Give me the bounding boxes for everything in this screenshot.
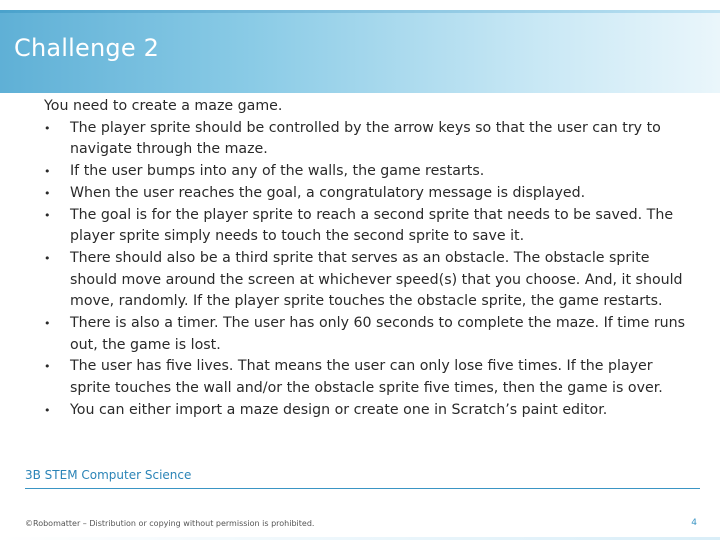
bullet-item bbox=[44, 400, 694, 422]
bullet-text: The goal is for the player sprite to reach a second sprite that needs to be saved. The player sprite simply needs to touch the second sprite to save it. bbox=[70, 206, 674, 245]
bullet-point-icon: • bbox=[44, 251, 51, 265]
bullet-item bbox=[44, 183, 694, 205]
footer-brand: 3B STEM Computer Science bbox=[25, 468, 192, 482]
bullet-list bbox=[44, 118, 694, 422]
bullet-point-icon: • bbox=[44, 403, 51, 417]
footer-copyright: ©Robomatter – Distribution or copying without permission is prohibited. bbox=[25, 519, 315, 528]
bullet-text: You can either import a maze design or create one in Scratch’s paint editor. bbox=[70, 401, 608, 418]
bullet-point-icon: • bbox=[44, 121, 51, 135]
footer-divider bbox=[25, 488, 700, 489]
bullet-text: There should also be a third sprite that serves as an obstacle. The obstacle sprite should move around the screen at whichever speed(s) that you choose. And, it should move, randomly. If the player sprite touches the obstacle sprite, the game restarts. bbox=[70, 249, 683, 310]
bullet-item bbox=[44, 248, 694, 313]
page-number: 4 bbox=[691, 518, 697, 528]
bullet-item bbox=[44, 118, 694, 161]
bullet-item bbox=[44, 205, 694, 248]
bullet-point-icon: • bbox=[44, 317, 51, 331]
bullet-item bbox=[44, 313, 694, 356]
bullet-text: When the user reaches the goal, a congratulatory message is displayed. bbox=[70, 184, 586, 201]
bullet-text: If the user bumps into any of the walls, the game restarts. bbox=[70, 163, 485, 180]
bullet-text: There is also a timer. The user has only 60 seconds to complete the maze. If time runs out, the game is lost. bbox=[70, 315, 686, 353]
bullet-text: The player sprite should be controlled by the arrow keys so that the user can try to navigate through the maze. bbox=[70, 119, 661, 158]
bullet-item bbox=[44, 356, 694, 399]
intro-text: You need to create a maze game. bbox=[44, 98, 283, 114]
bullet-point-icon: • bbox=[44, 186, 51, 200]
bullet-point-icon: • bbox=[44, 165, 51, 179]
slide-body bbox=[44, 96, 694, 422]
slide-title: Challenge 2 bbox=[14, 34, 160, 62]
bullet-text: The user has five lives. That means the user can only lose five times. If the player sprite touches the wall and/or the obstacle sprite five times, then the game is over. bbox=[70, 358, 663, 397]
bullet-point-icon: • bbox=[44, 208, 51, 222]
header-top-edge bbox=[0, 10, 720, 13]
bullet-item bbox=[44, 161, 694, 183]
bullet-point-icon: • bbox=[44, 360, 51, 374]
